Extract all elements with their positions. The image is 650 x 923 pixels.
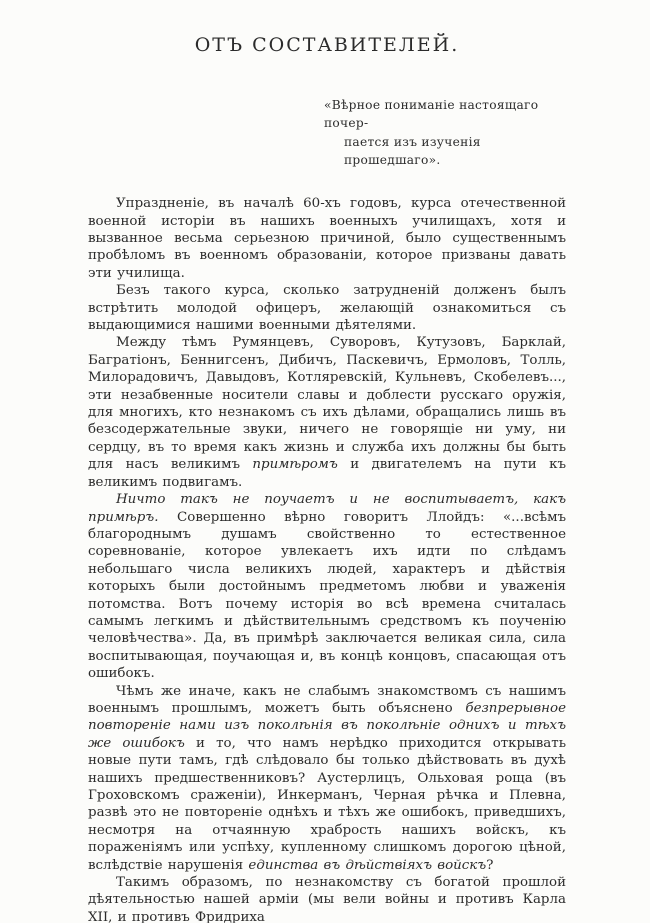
epigraph <box>324 96 566 169</box>
epigraph-line-2: пается изъ изученія прошедшаго». <box>344 134 481 167</box>
epigraph-line-1: «Вѣрное пониманіе настоящаго почер- <box>324 98 539 131</box>
paragraph-6: Такимъ образомъ, по незнакомству съ богатой прошлой дѣятельностью нашей арміи (мы вели войны и противъ Карла XII, и противъ Фридриха <box>88 875 566 923</box>
page-body <box>88 195 566 923</box>
page-title: ОТЪ СОСТАВИТЕЛЕЙ. <box>194 34 460 56</box>
paragraph-2: Безъ такого курса, сколько затрудненій долженъ былъ встрѣтить молодой офицеръ, желающій ознакомиться съ выдающимися нашими военными дѣятелями. <box>88 283 566 334</box>
paragraph-1: Упраздненіе, въ началѣ 60-хъ годовъ, курса отечественной военной исторіи въ нашихъ военныхъ училищахъ, хотя и вызванное весьма серьезною причиной, было существеннымъ пробѣломъ въ военномъ образованіи, которое призваны давать эти училища. <box>88 196 566 281</box>
paragraph-5: Чѣмъ же иначе, какъ не слабымъ знакомствомъ съ нашимъ военнымъ прошлымъ, можетъ быть объяснено безпрерывное повтореніе нами изъ поколѣнія въ поколѣніе однихъ и тѣхъ же ошибокъ и то, что намъ нерѣдко приходится открывать новые пути тамъ, гдѣ слѣдовало бы только дѣйствовать въ духѣ нашихъ предшественниковъ? Аустерлицъ, Ольховая роща (въ Гроховскомъ сраженіи), Инкерманъ, Черная рѣчка и Плевна, развѣ это не повтореніе однѣхъ и тѣхъ же ошибокъ, приведшихъ, несмотря на отчаянную храбрость нашихъ войскъ, къ пораженіямъ или успѣху, купленному слишкомъ дорогою цѣной, вслѣдствіе нарушенія единства въ дѣйствіяхъ войскъ? <box>88 683 566 873</box>
paragraph-4: Ничто такъ не поучаетъ и не воспитываетъ, какъ примѣръ. Совершенно вѣрно говоритъ Ллойдъ: «...всѣмъ благороднымъ душамъ свойственно то естественное соревнованіе, которое увлекаетъ ихъ идти по слѣдамъ небольшаго числа великихъ людей, характеръ и дѣйствія которыхъ были достойнымъ предметомъ любви и уваженія потомства. Вотъ почему исторія во всѣ времена считалась самымъ легкимъ и дѣйствительнымъ средствомъ къ поученію человѣчества». Да, въ примѣрѣ заключается великая сила, сила воспитывающая, поучающая и, въ концѣ концовъ, спасающая отъ ошибокъ. <box>88 492 566 682</box>
paragraph-3: Между тѣмъ Румянцевъ, Суворовъ, Кутузовъ, Барклай, Багратіонъ, Беннигсенъ, Дибичъ, Паскевичъ, Ермоловъ, Толль, Милорадовичъ, Давыдовъ, Котляревскій, Кульневъ, Скобелевъ..., эти незабвенные носители славы и доблести русскаго оружія, для многихъ, кто незнакомъ съ ихъ дѣлами, обращались лишь въ безсодержательные звуки, ничего не говорящіе ни уму, ни сердцу, въ то время какъ жизнь и служба ихъ должны бы быть для насъ великимъ примѣромъ и двигателемъ на пути къ великимъ подвигамъ. <box>88 335 566 490</box>
